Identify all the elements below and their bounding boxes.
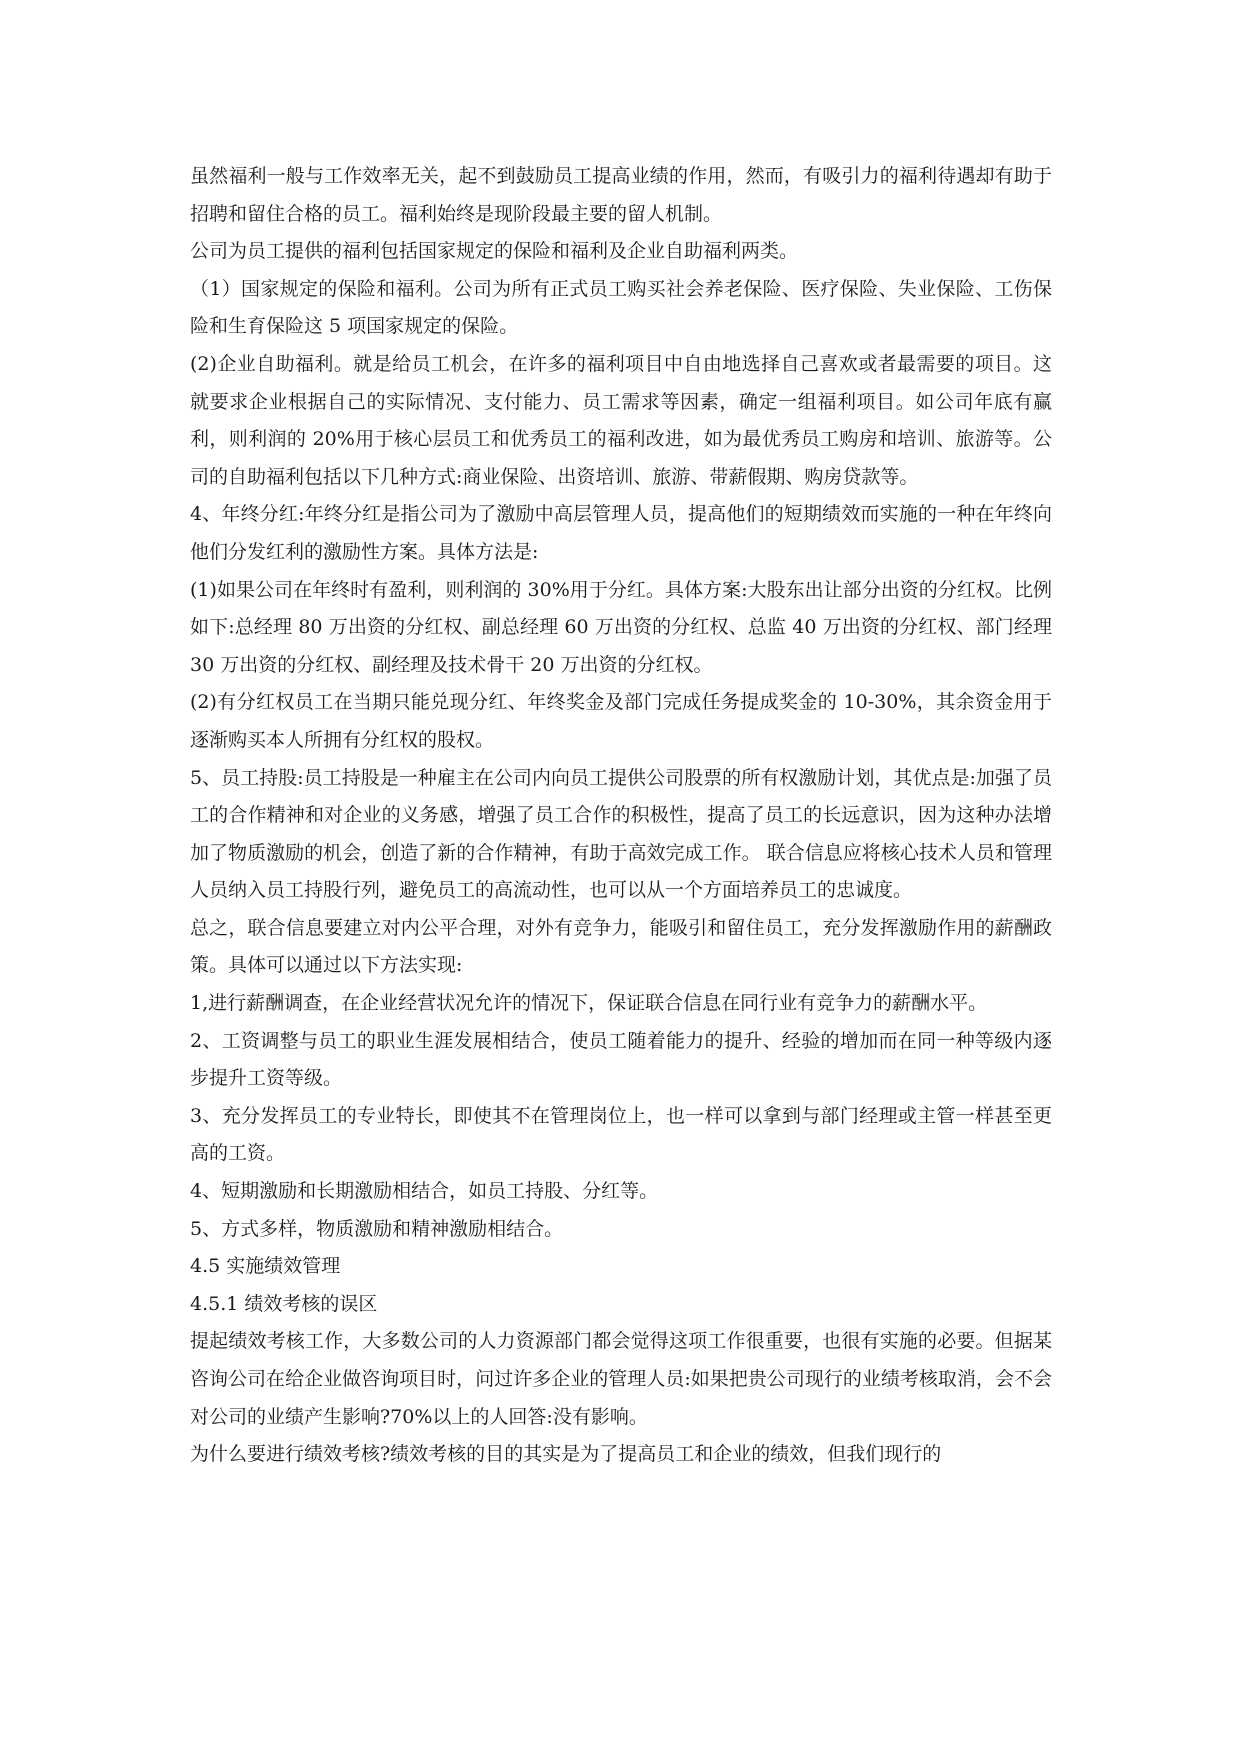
paragraph-bonus-method-1: (1)如果公司在年终时有盈利，则利润的 30%用于分红。具体方案:大股东出让部分出资的分红权。比例如下:总经理 80 万出资的分红权、副总经理 60 万出资的分红权、总监 40 万出资的分红权、部门经理 30 万出资的分红权、副经理及技术骨干 20 万出资的分红权。	[190, 578, 1052, 676]
section-heading: 4.5 实施绩效管理	[190, 1255, 341, 1278]
list-item-professional-skills: 3、充分发挥员工的专业特长，即使其不在管理岗位上，也一样可以拿到与部门经理或主管一样甚至更高的工资。	[190, 1104, 1052, 1165]
list-item-diverse-methods: 5、方式多样，物质激励和精神激励相结合。	[190, 1217, 564, 1240]
paragraph-performance-review: 提起绩效考核工作，大多数公司的人力资源部门都会觉得这项工作很重要，也很有实施的必要。但据某咨询公司在给企业做咨询项目时，问过许多企业的管理人员:如果把贵公司现行的业绩考核取消，会不会对公司的业绩产生影响?70%以上的人回答:没有影响。	[190, 1330, 1052, 1428]
paragraph-welfare-types: 公司为员工提供的福利包括国家规定的保险和福利及企业自助福利两类。	[190, 240, 799, 263]
paragraph-why-review: 为什么要进行绩效考核?绩效考核的目的其实是为了提高员工和企业的绩效，但我们现行的	[190, 1443, 942, 1466]
paragraph-welfare-intro: 虽然福利一般与工作效率无关，起不到鼓励员工提高业绩的作用，然而，有吸引力的福利待遇却有助于招聘和留住合格的员工。福利始终是现阶段最主要的留人机制。	[190, 165, 1052, 225]
paragraph-employee-stock: 5、员工持股:员工持股是一种雇主在公司内向员工提供公司股票的所有权激励计划，其优点是:加强了员工的合作精神和对企业的义务感，增强了员工合作的积极性，提高了员工的长远意识，因为这种办法增加了物质激励的机会，创造了新的合作精神，有助于高效完成工作。 联合信息应将核心技术人员和管理人员纳入员工持股行列，避免员工的高流动性，也可以从一个方面培养员工的忠诚度。	[190, 766, 1052, 902]
document-body	[190, 158, 1052, 1474]
paragraph-summary: 总之，联合信息要建立对内公平合理，对外有竞争力，能吸引和留住员工，充分发挥激励作用的薪酬政策。具体可以通过以下方法实现:	[190, 916, 1052, 977]
subsection-heading: 4.5.1 绩效考核的误区	[190, 1292, 378, 1315]
paragraph-self-service-welfare: (2)企业自助福利。就是给员工机会，在许多的福利项目中自由地选择自己喜欢或者最需要的项目。这就要求企业根据自己的实际情况、支付能力、员工需求等因素，确定一组福利项目。如公司年底有赢利，则利润的 20%用于核心层员工和优秀员工的福利改进，如为最优秀员工购房和培训、旅游等。公司的自助福利包括以下几种方式:商业保险、出资培训、旅游、带薪假期、购房贷款等。	[190, 352, 1052, 488]
paragraph-state-insurance: （1）国家规定的保险和福利。公司为所有正式员工购买社会养老保险、医疗保险、失业保险、工伤保险和生育保险这 5 项国家规定的保险。	[190, 277, 1052, 338]
paragraph-year-end-bonus: 4、年终分红:年终分红是指公司为了激励中高层管理人员，提高他们的短期绩效而实施的一种在年终向他们分发红利的激励性方案。具体方法是:	[190, 503, 1052, 563]
paragraph-bonus-method-2: (2)有分红权员工在当期只能兑现分红、年终奖金及部门完成任务提成奖金的 10-30%，其余资金用于逐渐购买本人所拥有分红权的股权。	[190, 691, 1052, 751]
list-item-salary-survey: 1,进行薪酬调查，在企业经营状况允许的情况下，保证联合信息在同行业有竞争力的薪酬水平。	[190, 992, 988, 1015]
list-item-career-development: 2、工资调整与员工的职业生涯发展相结合，使员工随着能力的提升、经验的增加而在同一种等级内逐步提升工资等级。	[190, 1029, 1052, 1090]
list-item-short-long-incentive: 4、短期激励和长期激励相结合，如员工持股、分红等。	[190, 1180, 659, 1203]
